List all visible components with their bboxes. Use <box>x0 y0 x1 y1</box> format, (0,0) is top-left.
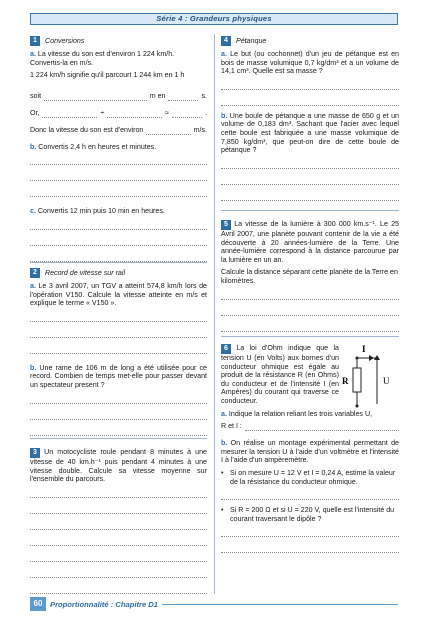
approx-symbol: ≈ <box>165 108 170 117</box>
exercise-title: Conversions <box>45 37 85 45</box>
question-b <box>30 143 207 152</box>
answer-line-relation <box>221 422 399 431</box>
label-dot: . <box>205 108 208 117</box>
label-m-en: m en <box>149 91 166 100</box>
question-label: b. <box>221 111 228 120</box>
exercise-4-title-row <box>221 36 399 46</box>
answer-line[interactable] <box>221 191 399 201</box>
page-footer <box>30 598 398 610</box>
blank[interactable] <box>245 424 399 431</box>
label-donc: Donc la vitesse du son est d'environ <box>30 125 144 134</box>
answer-line[interactable] <box>30 171 207 181</box>
question-label: b. <box>30 363 37 372</box>
exercise-number: 1 <box>30 36 40 46</box>
answer-line[interactable] <box>221 543 399 553</box>
column-divider <box>214 34 215 594</box>
exercise-6-intro <box>221 344 339 406</box>
answer-line[interactable] <box>30 155 207 165</box>
answer-line[interactable] <box>30 536 207 546</box>
footer-rule <box>162 604 398 605</box>
exercise-number: 6 <box>221 344 231 354</box>
answer-line[interactable] <box>30 220 207 230</box>
separator <box>30 262 207 263</box>
label-soit: soit <box>30 91 42 100</box>
exercise-4 <box>221 36 399 207</box>
question-text: Convertis 2,4 h en heures et minutes. <box>38 142 157 151</box>
blank[interactable] <box>42 111 97 118</box>
answer-line[interactable] <box>30 504 207 514</box>
answer-line[interactable] <box>30 236 207 246</box>
question-c <box>30 207 207 216</box>
answer-line[interactable] <box>221 490 399 500</box>
divide-symbol: ÷ <box>100 108 105 117</box>
label-ms: m/s. <box>193 125 207 134</box>
ohm-circuit-diagram <box>339 344 397 414</box>
question-a <box>221 50 399 76</box>
exercise-2 <box>30 268 207 442</box>
answer-line[interactable] <box>30 552 207 562</box>
exercise-6-intro-block <box>221 344 399 406</box>
answer-line[interactable] <box>221 322 399 332</box>
separator <box>221 336 399 337</box>
blank[interactable] <box>146 128 190 135</box>
question-label: a. <box>30 282 36 290</box>
question-label: c. <box>30 207 36 216</box>
exercise-6 <box>221 344 399 559</box>
circuit-label-u: U <box>383 376 390 386</box>
exercise-number: 3 <box>30 448 40 458</box>
question-label: b. <box>30 142 37 151</box>
answer-line[interactable] <box>30 394 207 404</box>
separator <box>221 210 399 211</box>
question-label: a. <box>30 50 36 58</box>
answer-line[interactable] <box>30 410 207 420</box>
exercise-title: Record de vitesse sur rail <box>45 269 126 277</box>
question-text: Convertis 12 min puis 10 min en heures. <box>37 207 165 216</box>
exercise-1 <box>30 36 207 268</box>
label-or: Or, <box>30 108 40 117</box>
answer-line[interactable] <box>221 159 399 169</box>
blank[interactable] <box>107 111 162 118</box>
question-text: Une rame de 106 m de long a été utilisée pour ce record. Combien de temps met-elle pour passer devant un spectateur present ? <box>30 363 207 389</box>
series-header: Série 4 : Grandeurs physiques <box>30 13 398 25</box>
answer-line-donc <box>30 126 207 135</box>
blank[interactable] <box>172 111 202 118</box>
question-text: Le 3 avril 2007, un TGV a atteint 574,8 km/h lors de l'opération V150. Calcule la vitesse atteinte en m/s et explique le terme « V150 ». <box>30 282 207 308</box>
circuit-label-i: I <box>362 344 366 354</box>
answer-line[interactable] <box>221 80 399 90</box>
answer-line[interactable] <box>30 568 207 578</box>
page-number: 60 <box>30 597 46 611</box>
question-a <box>30 50 207 67</box>
circuit-label-r: R <box>342 376 349 386</box>
exercise-number: 5 <box>221 220 231 230</box>
exercise-number: 2 <box>30 268 40 278</box>
answer-line[interactable] <box>30 426 207 436</box>
bullet-dot: • <box>221 468 224 477</box>
answer-line[interactable] <box>221 175 399 185</box>
answer-line[interactable] <box>30 328 207 338</box>
answer-line[interactable] <box>30 488 207 498</box>
answer-line[interactable] <box>30 584 207 594</box>
terminal-dot <box>356 357 359 360</box>
bullet-2 <box>221 506 399 523</box>
question-text: Le but (ou cochonnet) d'un jeu de pétanque est en bois de masse volumique 0,7 kg/dm³ et a un volume de 14,1 cm³. Quelle est sa masse ? <box>221 50 399 76</box>
question-text: Une boule de pétanque a une masse de 650 g et un volume de 0,183 dm³. Sachant que l'acier avec lequel cette boule est fabriquée a une masse volumique de 7,850 kg/dm³, que peut-on dire de cette boule de pétanque ? <box>221 111 399 155</box>
question-label: a. <box>221 409 227 418</box>
separator <box>30 438 207 439</box>
answer-line[interactable] <box>221 527 399 537</box>
question-b <box>30 364 207 390</box>
label-s: s. <box>201 91 207 100</box>
answer-line-or <box>30 109 207 118</box>
answer-line-soit <box>30 92 207 101</box>
question-label: a. <box>221 50 227 58</box>
terminal-dot <box>356 405 359 408</box>
exercise-5 <box>221 220 399 338</box>
question-a <box>30 282 207 308</box>
exercise-number: 4 <box>221 36 231 46</box>
answer-line[interactable] <box>30 344 207 354</box>
blank[interactable] <box>44 94 147 101</box>
exercise-5-text <box>221 220 399 264</box>
bullet-text: Si R = 200 Ω et si U = 220 V, quelle est l'intensité du courant traversant le dipôle ? <box>230 506 395 523</box>
answer-line[interactable] <box>30 252 207 262</box>
current-arrow <box>369 355 374 361</box>
question-text: La vitesse du son est d'environ 1 224 km/h. Convertis-la en m/s. <box>30 50 175 67</box>
bullet-text: Si on mesure U = 12 V et I = 0,24 A, estime la valeur de la résistance du conducteur ohmique. <box>230 468 396 486</box>
exercise-1-title-row <box>30 36 207 46</box>
resistor-symbol <box>353 368 361 392</box>
question-b <box>221 112 399 155</box>
question-text: On réalise un montage expérimental permettant de mesurer la tension U à l'aide d'un voltmètre et l'intensité I à l'aide d'un ampèremètre. <box>221 439 399 465</box>
question-text: La vitesse de la lumière à 300 000 km.s⁻¹. Le 25 Avril 2007, une planète pouvant contenir de la vie a été découverte à 20 années-lumière de la Terre. Une année-lumière correspond à la distance parcourue par la lumière en un an. <box>221 220 400 264</box>
question-text: Indique la relation reliant les trois variables U, <box>228 409 373 418</box>
bullet-dot: • <box>221 506 224 515</box>
answer-line[interactable] <box>221 290 399 300</box>
chapter-title: Proportionnalité : Chapitre D1 <box>50 599 159 609</box>
answer-line[interactable] <box>30 187 207 197</box>
question-text: Un motocycliste roule pendant 8 minutes à une vitesse de 40 km.h⁻¹ puis pendant 4 minutes à une vitesse double. Calcule sa vitesse moyenne sur l'ensemble du parcours. <box>30 448 207 484</box>
exercise-3-text <box>30 448 207 484</box>
exercise-2-title-row <box>30 268 207 278</box>
answer-line[interactable] <box>221 306 399 316</box>
question-b <box>221 439 399 465</box>
note-text: 1 224 km/h signifie qu'il parcourt 1 244 km en 1 h <box>30 71 185 80</box>
answer-line[interactable] <box>30 520 207 530</box>
question-label: b. <box>221 439 228 448</box>
exercise-title: Pétanque <box>236 37 267 45</box>
answer-line[interactable] <box>30 312 207 322</box>
blank[interactable] <box>168 94 198 101</box>
question-text: R et I : <box>221 422 242 431</box>
exercise-3 <box>30 448 207 600</box>
bullet-1 <box>221 469 399 486</box>
question-text: La loi d'Ohm indique que la tension U (en Volts) aux bornes d'un conducteur ohmique est égale au produit de la résistance R (en Ohms) du conducteur et de l'intensité I (en Ampères) du courant qui traverse ce conducteur. <box>221 344 339 405</box>
answer-line[interactable] <box>221 96 399 106</box>
exercise-5-question: Calcule la distance séparant cette planète de la Terre en kilomètres. <box>221 268 398 285</box>
